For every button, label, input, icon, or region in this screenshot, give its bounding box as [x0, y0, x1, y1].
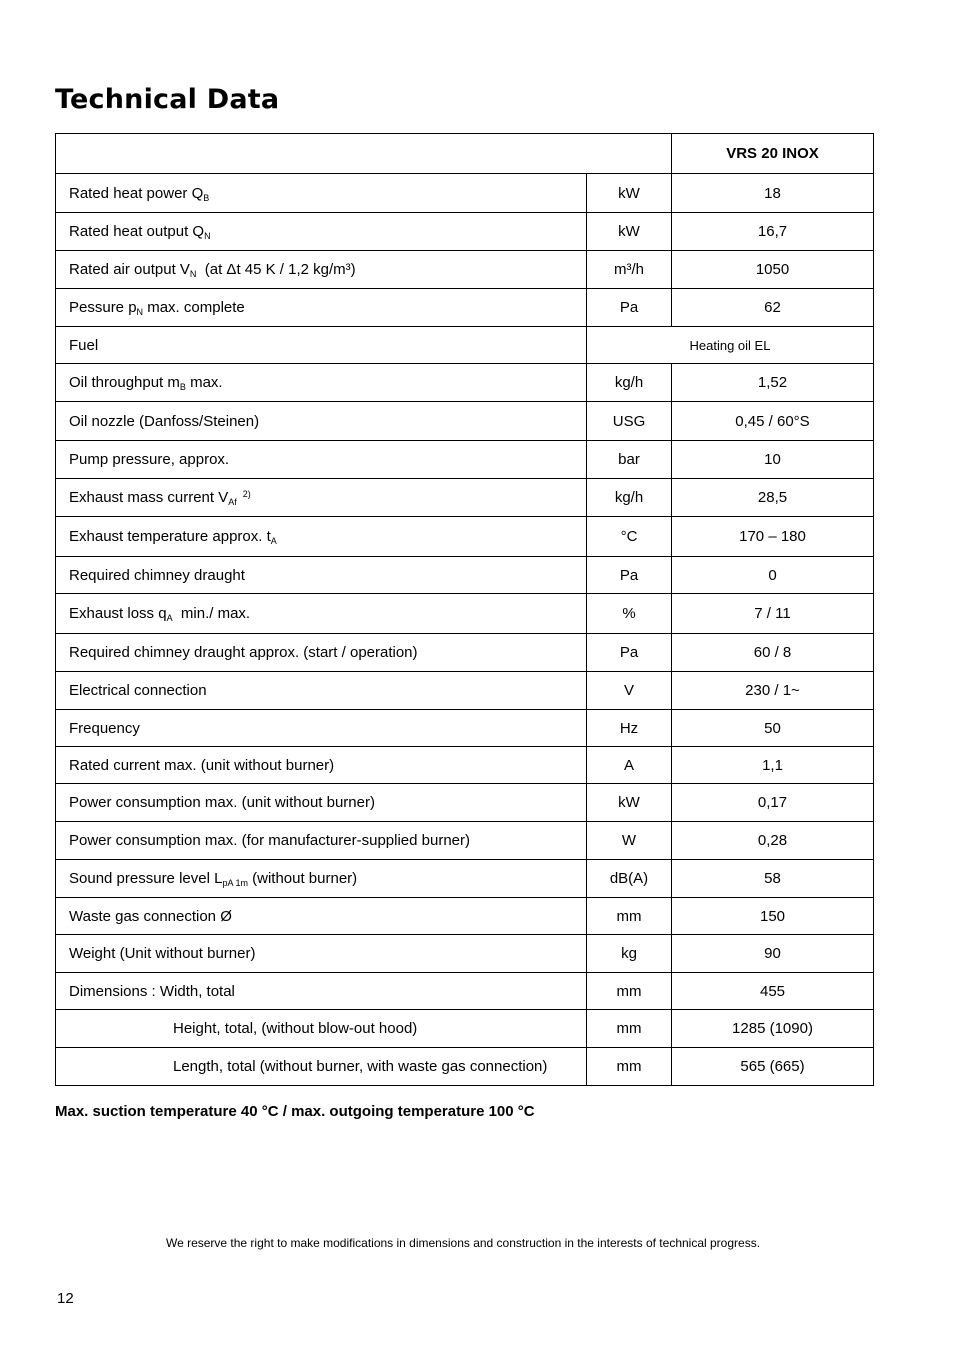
- row-value: 565 (665): [672, 1048, 874, 1086]
- row-label-text: [69, 489, 251, 506]
- table-row: [56, 213, 874, 251]
- row-value: 455: [672, 973, 874, 1010]
- row-label: [56, 402, 587, 441]
- row-value: 0: [672, 557, 874, 594]
- table-row: [56, 634, 874, 672]
- table-row: [56, 174, 874, 213]
- row-unit: Pa: [587, 289, 672, 327]
- row-value: 0,17: [672, 784, 874, 822]
- row-value: 90: [672, 935, 874, 973]
- row-label: [56, 898, 587, 935]
- label-text: Exhaust mass current V: [69, 489, 229, 506]
- row-label-text: [69, 528, 277, 545]
- row-label-text: [69, 983, 235, 1000]
- row-label-text: [69, 413, 259, 430]
- row-unit: kW: [587, 174, 672, 213]
- table-row: [56, 860, 874, 898]
- row-value: 16,7: [672, 213, 874, 251]
- table-row: [56, 251, 874, 289]
- table-row: [56, 973, 874, 1010]
- label-suffix: min./ max.: [172, 605, 251, 622]
- row-value: 1050: [672, 251, 874, 289]
- row-label: [56, 441, 587, 479]
- row-label-text: [69, 1058, 547, 1075]
- label-suffix: (at Δt 45 K / 1,2 kg/m³): [196, 261, 356, 278]
- table-row: [56, 747, 874, 784]
- row-value: Heating oil EL: [587, 327, 874, 364]
- row-label-text: [69, 908, 232, 925]
- row-label-text: [69, 794, 375, 811]
- table-row: [56, 289, 874, 327]
- row-unit: Hz: [587, 710, 672, 747]
- label-subscript: B: [203, 192, 210, 203]
- row-label-text: [69, 682, 207, 699]
- row-unit: kg: [587, 935, 672, 973]
- row-label: [56, 822, 587, 860]
- row-unit: dB(A): [587, 860, 672, 898]
- row-value: 18: [672, 174, 874, 213]
- row-label: [56, 174, 587, 213]
- label-suffix: max.: [185, 374, 223, 391]
- label-text: Rated air output V: [69, 261, 190, 278]
- row-unit: Pa: [587, 557, 672, 594]
- row-label: [56, 973, 587, 1010]
- table-row: [56, 672, 874, 710]
- label-subscript: B: [179, 382, 186, 392]
- row-unit: mm: [587, 1048, 672, 1086]
- label-text: Electrical connection: [69, 682, 207, 699]
- label-text: Pump pressure, approx.: [69, 451, 230, 468]
- row-label: [56, 710, 587, 747]
- row-label: [56, 747, 587, 784]
- label-subscript: N: [189, 269, 197, 279]
- row-value: 1285 (1090): [672, 1010, 874, 1048]
- table-row: [56, 479, 874, 517]
- row-unit: USG: [587, 402, 672, 441]
- label-text: Power consumption max. (unit without burner): [69, 794, 375, 811]
- row-label-text: [69, 185, 209, 202]
- row-label: [56, 1010, 587, 1048]
- row-value: 0,28: [672, 822, 874, 860]
- label-text: Exhaust temperature approx. t: [69, 528, 271, 545]
- row-label: [56, 479, 587, 517]
- row-unit: V: [587, 672, 672, 710]
- label-subscript: N: [136, 307, 144, 317]
- row-label-text: [69, 1020, 417, 1037]
- table-row: [56, 364, 874, 402]
- label-text: Required chimney draught approx. (start / operation): [69, 644, 418, 661]
- label-text: Weight (Unit without burner): [69, 945, 256, 962]
- row-label-text: [69, 567, 245, 584]
- table-row: [56, 441, 874, 479]
- label-text: Waste gas connection Ø: [69, 907, 232, 925]
- table-row: [56, 784, 874, 822]
- page-number: 12: [57, 1290, 74, 1307]
- row-value: 170 – 180: [672, 517, 874, 557]
- row-value: 7 / 11: [672, 594, 874, 634]
- row-unit: kW: [587, 784, 672, 822]
- row-label-text: [69, 451, 229, 468]
- row-label-text: [69, 261, 356, 278]
- label-text: Oil throughput m: [69, 374, 180, 391]
- label-text: Rated heat power Q: [69, 184, 204, 202]
- label-text: Power consumption max. (for manufacturer-supplied burner): [69, 832, 471, 849]
- label-text: Required chimney draught: [69, 566, 245, 584]
- label-text: Pessure p: [69, 299, 137, 316]
- table-row: [56, 1010, 874, 1048]
- table-row: [56, 517, 874, 557]
- row-value: 0,45 / 60°S: [672, 402, 874, 441]
- label-text: Exhaust loss q: [69, 605, 167, 622]
- row-unit: Pa: [587, 634, 672, 672]
- row-unit: kW: [587, 213, 672, 251]
- row-label: [56, 517, 587, 557]
- row-value: 50: [672, 710, 874, 747]
- label-text: Rated current max. (unit without burner): [69, 756, 335, 774]
- label-suffix: max. complete: [143, 299, 245, 316]
- label-subscript: A: [270, 536, 277, 546]
- row-value: 62: [672, 289, 874, 327]
- temperature-note: Max. suction temperature 40 °C / max. outgoing temperature 100 °C: [55, 1103, 535, 1120]
- row-unit: m³/h: [587, 251, 672, 289]
- table-row: [56, 557, 874, 594]
- label-subscript: A: [166, 613, 173, 623]
- label-suffix: (without burner): [247, 870, 358, 887]
- row-label: [56, 364, 587, 402]
- row-unit: mm: [587, 898, 672, 935]
- row-label: [56, 289, 587, 327]
- row-label-text: [69, 337, 98, 354]
- table-row: [56, 402, 874, 441]
- row-value: 230 / 1~: [672, 672, 874, 710]
- row-label-text: [69, 374, 223, 391]
- page-title: Technical Data: [55, 84, 280, 115]
- table-row: [56, 898, 874, 935]
- row-label-text: [69, 644, 418, 661]
- label-subscript: N: [204, 231, 211, 241]
- row-value: 1,52: [672, 364, 874, 402]
- row-label: [56, 251, 587, 289]
- model-header: VRS 20 INOX: [672, 134, 874, 174]
- row-label-text: [69, 299, 245, 316]
- row-label: [56, 935, 587, 973]
- row-value: 58: [672, 860, 874, 898]
- label-text: Length, total (without burner, with waste gas connection): [173, 1058, 548, 1075]
- row-unit: bar: [587, 441, 672, 479]
- row-unit: W: [587, 822, 672, 860]
- row-label: [56, 634, 587, 672]
- label-text: Frequency: [69, 719, 140, 737]
- table-row: [56, 822, 874, 860]
- row-label: [56, 672, 587, 710]
- row-unit: kg/h: [587, 364, 672, 402]
- row-label-text: [69, 720, 140, 737]
- row-unit: mm: [587, 973, 672, 1010]
- row-label: [56, 213, 587, 251]
- label-text: Oil nozzle (Danfoss/Steinen): [69, 412, 260, 430]
- disclaimer-text: We reserve the right to make modifications in dimensions and construction in the interests of technical progress.: [165, 1236, 761, 1250]
- row-label-text: [69, 945, 255, 962]
- row-unit: %: [587, 594, 672, 634]
- table-row: [56, 327, 874, 364]
- row-label-text: [69, 223, 211, 240]
- table-header-row: [56, 134, 874, 174]
- row-value: 10: [672, 441, 874, 479]
- row-label: [56, 784, 587, 822]
- label-subscript: pA 1m: [222, 878, 248, 888]
- row-unit: °C: [587, 517, 672, 557]
- label-subscript: Af: [228, 497, 237, 507]
- table-row: [56, 710, 874, 747]
- label-text: Height, total, (without blow-out hood): [173, 1020, 418, 1037]
- footnote-marker: 2): [242, 489, 251, 499]
- row-label: [56, 860, 587, 898]
- row-value: 60 / 8: [672, 634, 874, 672]
- label-text: Sound pressure level L: [69, 870, 223, 887]
- row-label-text: [69, 757, 334, 774]
- table-row: [56, 1048, 874, 1086]
- row-value: 1,1: [672, 747, 874, 784]
- row-label-text: [69, 870, 357, 887]
- label-text: Dimensions : Width, total: [69, 982, 235, 1000]
- row-unit: A: [587, 747, 672, 784]
- row-label-text: [69, 832, 470, 849]
- label-text: Rated heat output Q: [69, 223, 205, 240]
- row-unit: mm: [587, 1010, 672, 1048]
- table-row: [56, 935, 874, 973]
- row-label: [56, 1048, 587, 1086]
- row-value: 28,5: [672, 479, 874, 517]
- row-unit: kg/h: [587, 479, 672, 517]
- header-blank-cell: [56, 134, 672, 174]
- row-label: [56, 594, 587, 634]
- label-text: Fuel: [69, 336, 99, 354]
- technical-data-table: [55, 133, 874, 1086]
- table-row: [56, 594, 874, 634]
- row-label: [56, 327, 587, 364]
- row-label: [56, 557, 587, 594]
- row-value: 150: [672, 898, 874, 935]
- row-label-text: [69, 605, 250, 622]
